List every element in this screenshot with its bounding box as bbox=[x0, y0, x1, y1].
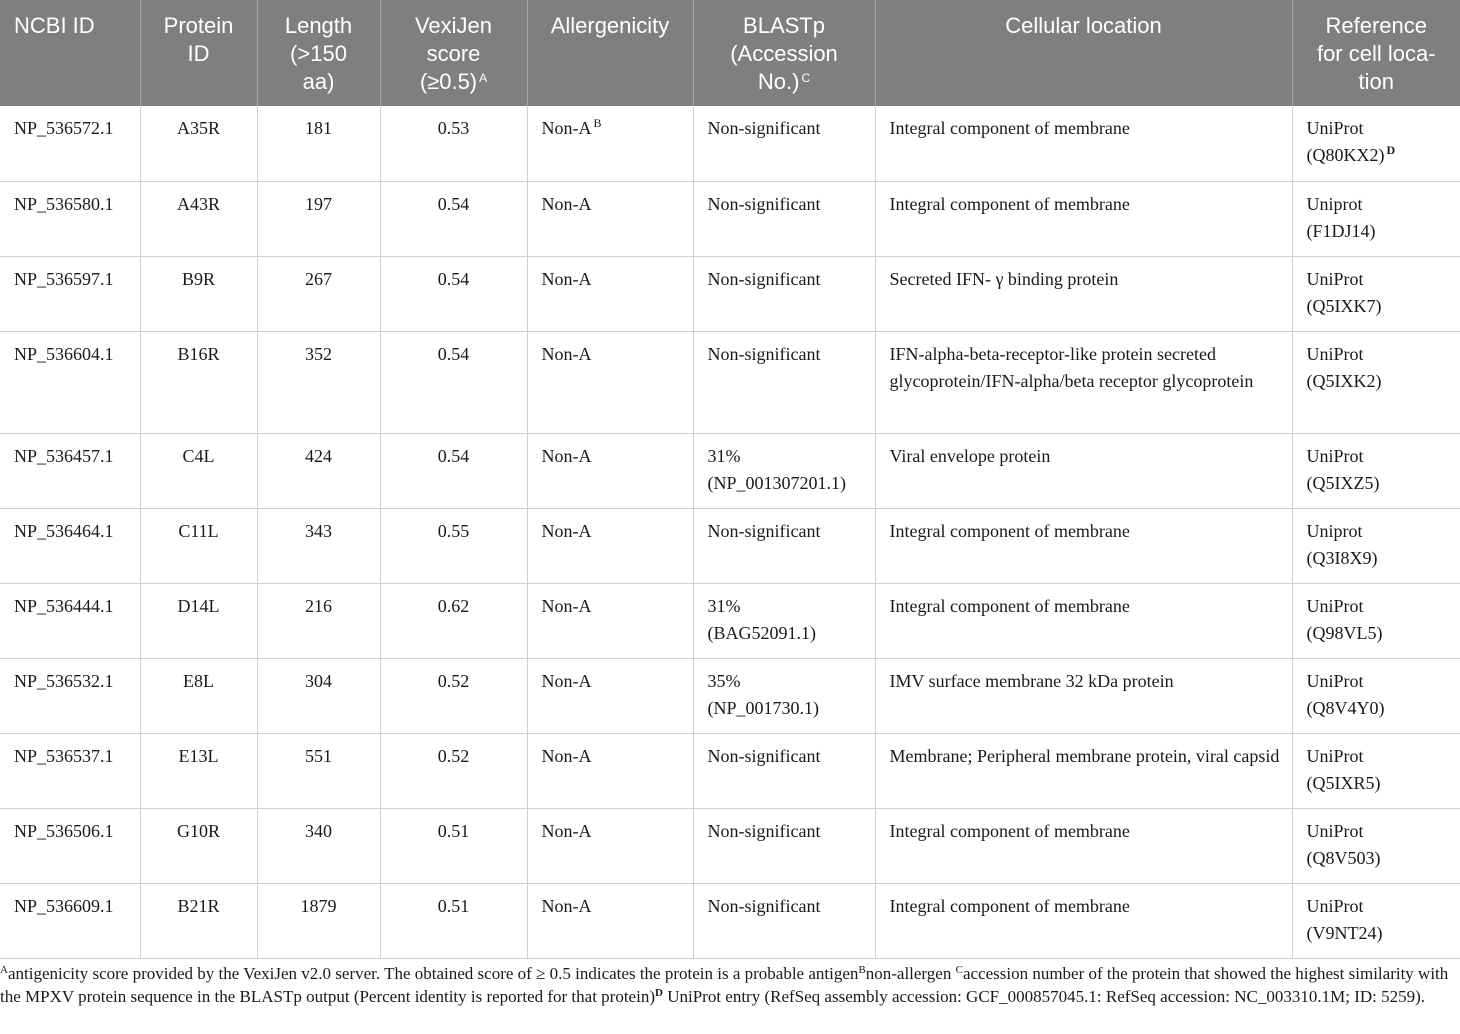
table-row bbox=[0, 331, 1460, 433]
table-row bbox=[0, 583, 1460, 658]
cell-ncbi-id: NP_536597.1 bbox=[0, 256, 140, 331]
cell-reference: UniProt (V9NT24) bbox=[1292, 883, 1460, 958]
cell-blastp: Non-significant bbox=[693, 331, 875, 433]
table-row bbox=[0, 808, 1460, 883]
cell-blastp: Non-significant bbox=[693, 733, 875, 808]
cell-protein-id: E13L bbox=[140, 733, 257, 808]
cell-length: 304 bbox=[257, 658, 380, 733]
cell-reference: UniProt (Q5IXK7) bbox=[1292, 256, 1460, 331]
cell-vexijen-score: 0.53 bbox=[380, 106, 527, 181]
cell-ncbi-id: NP_536604.1 bbox=[0, 331, 140, 433]
cell-blastp: Non-significant bbox=[693, 508, 875, 583]
cell-vexijen-score: 0.51 bbox=[380, 883, 527, 958]
cell-reference: UniProt (Q98VL5) bbox=[1292, 583, 1460, 658]
table-row bbox=[0, 733, 1460, 808]
cell-allergenicity: Non-A bbox=[527, 256, 693, 331]
header-row bbox=[0, 0, 1460, 106]
table-row bbox=[0, 658, 1460, 733]
cell-blastp: 31% (BAG52091.1) bbox=[693, 583, 875, 658]
cell-cellular-location: Integral component of membrane bbox=[875, 106, 1292, 181]
cell-allergenicity: Non-A bbox=[527, 733, 693, 808]
cell-blastp: Non-significant bbox=[693, 181, 875, 256]
cell-protein-id: C11L bbox=[140, 508, 257, 583]
cell-vexijen-score: 0.54 bbox=[380, 256, 527, 331]
cell-blastp: 31% (NP_001307201.1) bbox=[693, 433, 875, 508]
cell-allergenicity: Non-A $^B$ bbox=[527, 106, 693, 181]
table-footnote: $^A$antigenicity score provided by the VexiJen v2.0 server. The obtained score of ≥ 0.5 indicates the protein is a probable antigen$^B$non-allergen $^C$accession number of the protein that showed the highest similarity with the MPXV protein sequence in the BLASTp output (Percent identity is reported for that protein)$^D$ UniProt entry (RefSeq assembly accession: GCF_000857045.1: RefSeq accession: NC_003310.1M; ID: 5259). bbox=[0, 964, 1449, 1006]
cell-cellular-location: Membrane; Peripheral membrane protein, viral capsid bbox=[875, 733, 1292, 808]
cell-length: 181 bbox=[257, 106, 380, 181]
cell-vexijen-score: 0.54 bbox=[380, 331, 527, 433]
cell-protein-id: B9R bbox=[140, 256, 257, 331]
cell-blastp: Non-significant bbox=[693, 256, 875, 331]
cell-cellular-location: IMV surface membrane 32 kDa protein bbox=[875, 658, 1292, 733]
cell-cellular-location: Integral component of membrane bbox=[875, 808, 1292, 883]
cell-ncbi-id: NP_536506.1 bbox=[0, 808, 140, 883]
footnote-marker: D bbox=[1386, 143, 1396, 157]
table-row bbox=[0, 508, 1460, 583]
cell-ncbi-id: NP_536580.1 bbox=[0, 181, 140, 256]
cell-reference: UniProt (Q5IXR5) bbox=[1292, 733, 1460, 808]
cell-cellular-location: Viral envelope protein bbox=[875, 433, 1292, 508]
cell-ncbi-id: NP_536609.1 bbox=[0, 883, 140, 958]
cell-protein-id: A43R bbox=[140, 181, 257, 256]
cell-ncbi-id: NP_536537.1 bbox=[0, 733, 140, 808]
cell-allergenicity: Non-A bbox=[527, 658, 693, 733]
cell-allergenicity: Non-A bbox=[527, 508, 693, 583]
cell-allergenicity: Non-A bbox=[527, 583, 693, 658]
header-cellular-location: Cellular location bbox=[875, 0, 1292, 106]
cell-reference: Uniprot (F1DJ14) bbox=[1292, 181, 1460, 256]
cell-cellular-location: Integral component of membrane bbox=[875, 181, 1292, 256]
cell-blastp: 35% (NP_001730.1) bbox=[693, 658, 875, 733]
cell-length: 551 bbox=[257, 733, 380, 808]
cell-vexijen-score: 0.54 bbox=[380, 433, 527, 508]
header-reference: Reference for cell loca- tion bbox=[1292, 0, 1460, 106]
cell-allergenicity: Non-A bbox=[527, 433, 693, 508]
cell-protein-id: C4L bbox=[140, 433, 257, 508]
cell-ncbi-id: NP_536444.1 bbox=[0, 583, 140, 658]
cell-protein-id: D14L bbox=[140, 583, 257, 658]
header-protein-id: Protein ID bbox=[140, 0, 257, 106]
header-blastp: BLASTp (Accession No.) $^C$ bbox=[693, 0, 875, 106]
header-ncbi-id: NCBI ID bbox=[0, 0, 140, 106]
cell-allergenicity: Non-A bbox=[527, 181, 693, 256]
cell-blastp: Non-significant bbox=[693, 883, 875, 958]
cell-vexijen-score: 0.54 bbox=[380, 181, 527, 256]
table-row bbox=[0, 256, 1460, 331]
header-allergenicity: Allergenicity bbox=[527, 0, 693, 106]
cell-cellular-location: Integral component of membrane bbox=[875, 583, 1292, 658]
cell-ncbi-id: NP_536532.1 bbox=[0, 658, 140, 733]
table-row bbox=[0, 883, 1460, 958]
header-length: Length (>150 aa) bbox=[257, 0, 380, 106]
cell-blastp: Non-significant bbox=[693, 808, 875, 883]
cell-reference: UniProt (Q8V503) bbox=[1292, 808, 1460, 883]
cell-reference: UniProt (Q5IXK2) bbox=[1292, 331, 1460, 433]
footnote-marker: A bbox=[479, 71, 488, 85]
footnote-marker: B bbox=[593, 116, 602, 130]
cell-reference: Uniprot (Q3I8X9) bbox=[1292, 508, 1460, 583]
cell-blastp: Non-significant bbox=[693, 106, 875, 181]
cell-cellular-location: IFN-alpha-beta-receptor-like protein secreted glycoprotein/IFN-alpha/beta receptor glycoprotein bbox=[875, 331, 1292, 433]
header-vexijen-score: VexiJen score (≥0.5) $^A$ bbox=[380, 0, 527, 106]
cell-ncbi-id: NP_536464.1 bbox=[0, 508, 140, 583]
cell-vexijen-score: 0.52 bbox=[380, 658, 527, 733]
cell-ncbi-id: NP_536457.1 bbox=[0, 433, 140, 508]
cell-protein-id: E8L bbox=[140, 658, 257, 733]
cell-protein-id: B16R bbox=[140, 331, 257, 433]
cell-ncbi-id: NP_536572.1 bbox=[0, 106, 140, 181]
cell-vexijen-score: 0.51 bbox=[380, 808, 527, 883]
cell-length: 1879 bbox=[257, 883, 380, 958]
cell-vexijen-score: 0.62 bbox=[380, 583, 527, 658]
cell-length: 343 bbox=[257, 508, 380, 583]
cell-protein-id: B21R bbox=[140, 883, 257, 958]
cell-length: 197 bbox=[257, 181, 380, 256]
table-body bbox=[0, 106, 1460, 958]
cell-allergenicity: Non-A bbox=[527, 883, 693, 958]
cell-protein-id: A35R bbox=[140, 106, 257, 181]
cell-length: 267 bbox=[257, 256, 380, 331]
table-row bbox=[0, 106, 1460, 181]
cell-length: 216 bbox=[257, 583, 380, 658]
cell-length: 424 bbox=[257, 433, 380, 508]
cell-length: 340 bbox=[257, 808, 380, 883]
table-row bbox=[0, 433, 1460, 508]
cell-reference: UniProt (Q5IXZ5) bbox=[1292, 433, 1460, 508]
footnote-marker: C bbox=[801, 71, 811, 85]
cell-protein-id: G10R bbox=[140, 808, 257, 883]
cell-vexijen-score: 0.52 bbox=[380, 733, 527, 808]
cell-cellular-location: Integral component of membrane bbox=[875, 883, 1292, 958]
table-row bbox=[0, 181, 1460, 256]
cell-cellular-location: Integral component of membrane bbox=[875, 508, 1292, 583]
cell-allergenicity: Non-A bbox=[527, 808, 693, 883]
cell-reference: UniProt (Q80KX2) $^D$ bbox=[1292, 106, 1460, 181]
cell-allergenicity: Non-A bbox=[527, 331, 693, 433]
cell-length: 352 bbox=[257, 331, 380, 433]
cell-vexijen-score: 0.55 bbox=[380, 508, 527, 583]
cell-reference: UniProt (Q8V4Y0) bbox=[1292, 658, 1460, 733]
cell-cellular-location: Secreted IFN- γ binding protein bbox=[875, 256, 1292, 331]
